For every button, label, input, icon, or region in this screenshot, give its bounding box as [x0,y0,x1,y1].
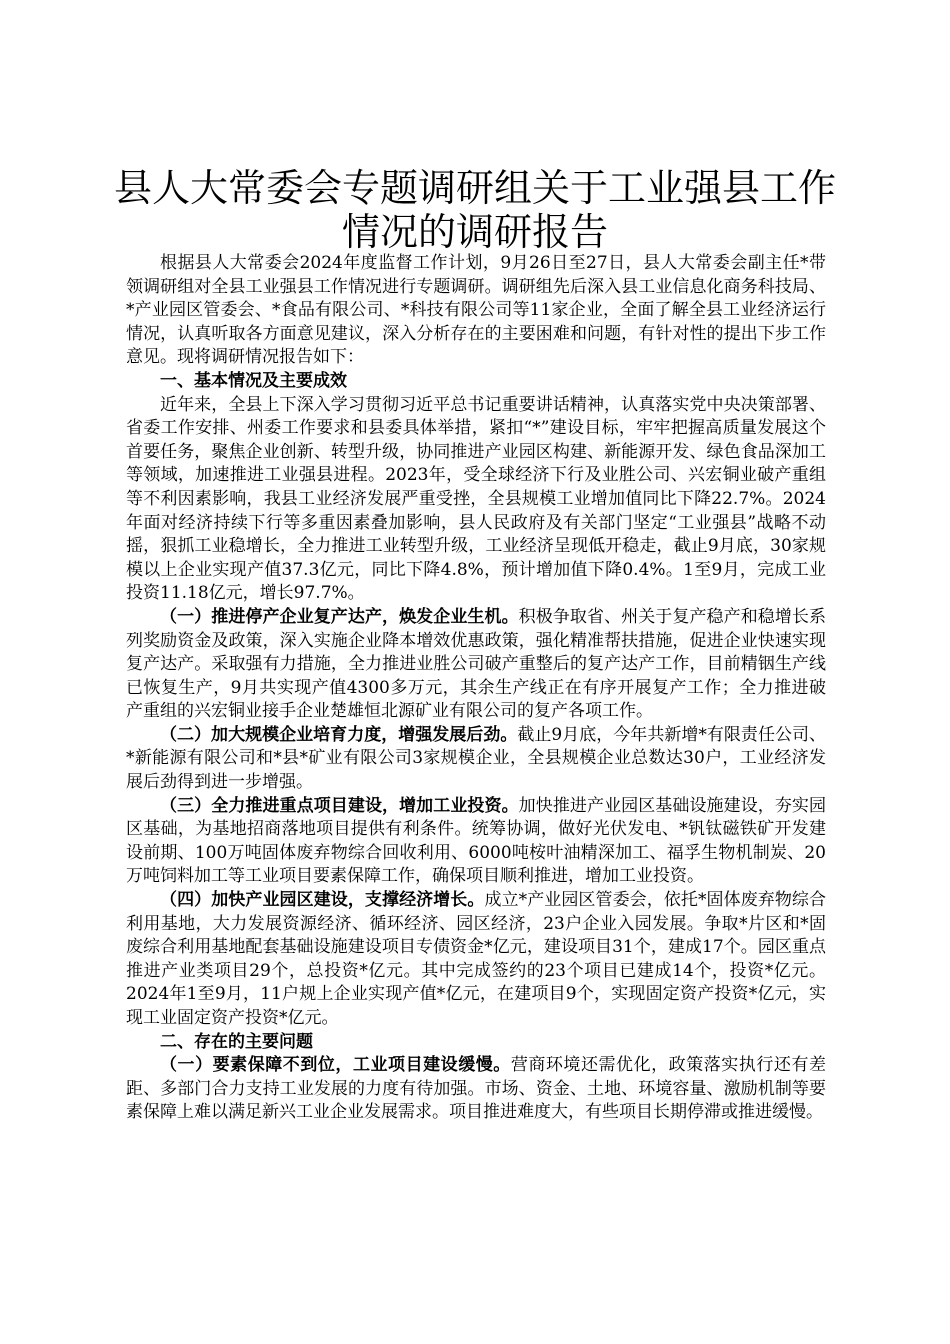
item-2-paragraph [126,724,826,795]
intro-paragraph: 根据县人大常委会2024年度监督工作计划，9月26日至27日，县人大常委会副主任*带领调研组对全县工业强县工作情况进行专题调研。调研组先后深入县工业信息化商务科技局、*产业园区管委会、*食品有限公司、*科技有限公司等11家企业，全面了解全县工业经济运行情况，认真听取各方面意见建议，深入分析存在的主要困难和问题，有针对性的提出下步工作意见。现将调研情况报告如下： [126,253,826,368]
item-1-lead: （一）推进停产企业复产达产，焕发企业生机。 [160,606,519,627]
issue-1-text: 营商环境还需优化，政策落实执行还有差距、多部门合力支持工业发展的力度有待加强。市场、资金、土地、环境容量、激励机制等要素保障上难以满足新兴工业企业发展需求。项目推进难度大，有些项目长期停滞或推进缓慢。 [126,1055,827,1123]
section-heading-basic: 一、基本情况及主要成效 [160,370,347,391]
issue-1-lead: （一）要素保障不到位，工业项目建设缓慢。 [160,1055,511,1076]
item-4-text: 成立*产业园区管委会，依托*固体废弃物综合利用基地，大力发展资源经济、循环经济、园区经济，23户企业入园发展。争取*片区和*固废综合利用基地配套基础设施建设项目专债资金*亿元，建设项目31个，建成17个。园区重点推进产业类项目29个，总投资*亿元。其中完成签约的23个项目已建成14个，投资*亿元。2024年1至9月，11户规上企业实现产值*亿元，在建项目9个，实现固定资产投资*亿元，实现工业固定资产投资*亿元。 [126,890,827,1028]
item-1-paragraph [126,606,826,724]
item-4-lead: （四）加快产业园区建设，支撑经济增长。 [160,890,485,911]
item-3-paragraph [126,795,826,889]
item-3-text: 加快推进产业园区基础设施建设，夯实园区基础，为基地招商落地项目提供有利条件。统筹协调，做好光伏发电、*钒钛磁铁矿开发建设前期、100万吨固体废弃物综合回收利用、6000吨桉叶油精深加工、福孚生物机制炭、20万吨饲料加工等工业项目要素保障工作，确保项目顺利推进，增加工业投资。 [126,795,827,887]
item-4-paragraph [126,889,826,1031]
document-title: 县人大常委会专题调研组关于工业强县工作情况的调研报告 [113,166,836,254]
item-2-text: 截止9月底，今年共新增*有限责任公司、*新能源有限公司和*县*矿业有限公司3家规模企业，全县规模企业总数达30户，工业经济发展后劲得到进一步增强。 [126,724,827,793]
section-basic-paragraph: 近年来，全县上下深入学习贯彻习近平总书记重要讲话精神，认真落实党中央决策部署、省委工作安排、州委工作要求和县委具体举措，紧扣“*”建设目标，牢牢把握高质量发展这个首要任务，聚焦企业创新、转型升级，协同推进产业园区构建、新能源开发、绿色食品深加工等领域，加速推进工业强县进程。2023年，受全球经济下行及业胜公司、兴宏铜业破产重组等不利因素影响，我县工业经济发展严重受挫，全县规模工业增加值同比下降22.7%。2024年面对经济持续下行等多重因素叠加影响，县人民政府及有关部门坚定“工业强县”战略不动摇，狠抓工业稳增长，全力推进工业转型升级，工业经济呈现低开稳走，截止9月底，30家规模以上企业实现产值37.3亿元，同比下降4.8%，预计增加值下降0.4%。1至9月，完成工业投资11.18亿元，增长97.7%。 [126,394,826,604]
issue-1-paragraph [126,1054,826,1125]
item-1-text: 积极争取省、州关于复产稳产和稳增长系列奖励资金及政策，深入实施企业降本增效优惠政策，强化精准帮扶措施，促进企业快速实现复产达产。采取强有力措施，全力推进业胜公司破产重整后的复产达产工作，目前精铟生产线已恢复生产，9月共实现产值4300多万元，其余生产线正在有序开展复产工作；全力推进破产重组的兴宏铜业接手企业楚雄恒北源矿业有限公司的复产各项工作。 [126,606,827,722]
item-2-lead: （二）加大规模企业培育力度，增强发展后劲。 [160,724,518,745]
section-heading-issues: 二、存在的主要问题 [160,1031,313,1052]
document-body [126,252,826,1125]
item-3-lead: （三）全力推进重点项目建设，增加工业投资。 [160,795,519,816]
